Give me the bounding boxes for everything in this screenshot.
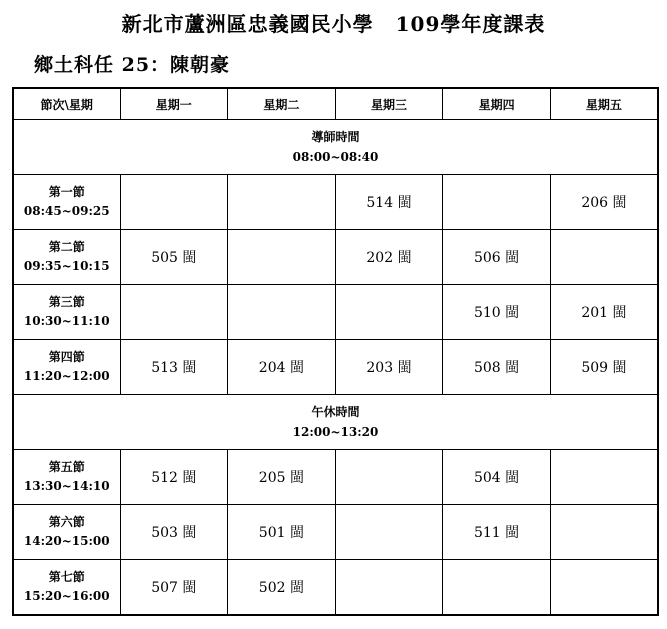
class-cell bbox=[550, 230, 658, 285]
period-time: 10:30~11:10 bbox=[23, 314, 110, 328]
class-cell bbox=[335, 505, 443, 560]
class-cell: 503 閩 bbox=[120, 505, 228, 560]
class-cell bbox=[550, 505, 658, 560]
period-label bbox=[13, 175, 120, 230]
class-cell: 511 閩 bbox=[443, 505, 551, 560]
class-cell: 506 閩 bbox=[443, 230, 551, 285]
break-time: 12:00~13:20 bbox=[292, 425, 379, 439]
class-cell: 203 閩 bbox=[335, 340, 443, 395]
class-cell: 510 閩 bbox=[443, 285, 551, 340]
class-cell: 501 閩 bbox=[228, 505, 336, 560]
class-cell: 206 閩 bbox=[550, 175, 658, 230]
period-name: 第二節 bbox=[48, 240, 85, 254]
period-label bbox=[13, 285, 120, 340]
class-cell: 505 閩 bbox=[120, 230, 228, 285]
period-time: 08:45~09:25 bbox=[23, 204, 110, 218]
period-name: 第四節 bbox=[48, 350, 85, 364]
table-row bbox=[13, 340, 658, 395]
table-row bbox=[13, 285, 658, 340]
period-name: 第七節 bbox=[48, 570, 85, 584]
class-cell bbox=[120, 175, 228, 230]
class-cell: 204 閩 bbox=[228, 340, 336, 395]
period-time: 13:30~14:10 bbox=[23, 479, 110, 493]
period-time: 11:20~12:00 bbox=[23, 369, 110, 383]
class-cell bbox=[550, 450, 658, 505]
break-row-lunch bbox=[13, 395, 658, 450]
period-name: 第六節 bbox=[48, 515, 85, 529]
period-label bbox=[13, 230, 120, 285]
schedule-table bbox=[12, 87, 659, 616]
class-cell bbox=[228, 285, 336, 340]
break-cell bbox=[13, 395, 658, 450]
column-header-thursday: 星期四 bbox=[443, 88, 551, 120]
column-header-wednesday: 星期三 bbox=[335, 88, 443, 120]
class-cell: 512 閩 bbox=[120, 450, 228, 505]
class-cell bbox=[335, 560, 443, 616]
class-cell: 202 閩 bbox=[335, 230, 443, 285]
period-time: 09:35~10:15 bbox=[23, 259, 110, 273]
class-cell bbox=[443, 560, 551, 616]
period-label bbox=[13, 560, 120, 616]
break-time: 08:00~08:40 bbox=[292, 150, 379, 164]
break-cell bbox=[13, 120, 658, 175]
class-cell: 514 閩 bbox=[335, 175, 443, 230]
table-row bbox=[13, 175, 658, 230]
class-cell bbox=[120, 285, 228, 340]
class-cell: 513 閩 bbox=[120, 340, 228, 395]
period-time: 15:20~16:00 bbox=[23, 589, 110, 603]
class-cell bbox=[443, 175, 551, 230]
break-name: 導師時間 bbox=[311, 130, 360, 144]
class-cell: 201 閩 bbox=[550, 285, 658, 340]
page-title bbox=[0, 8, 667, 37]
period-label bbox=[13, 450, 120, 505]
school-year: 109學年度課表 bbox=[395, 12, 546, 36]
column-header-friday: 星期五 bbox=[550, 88, 658, 120]
period-label bbox=[13, 340, 120, 395]
column-header-period: 節次\星期 bbox=[13, 88, 120, 120]
class-cell bbox=[228, 175, 336, 230]
break-row-homeroom bbox=[13, 120, 658, 175]
class-cell: 507 閩 bbox=[120, 560, 228, 616]
class-cell bbox=[335, 285, 443, 340]
class-cell bbox=[550, 560, 658, 616]
table-row bbox=[13, 505, 658, 560]
teacher-label: 鄉土科任 25：陳朝豪 bbox=[34, 54, 231, 76]
period-name: 第一節 bbox=[48, 185, 85, 199]
break-name: 午休時間 bbox=[311, 405, 360, 419]
column-header-tuesday: 星期二 bbox=[228, 88, 336, 120]
table-row bbox=[13, 560, 658, 616]
period-time: 14:20~15:00 bbox=[23, 534, 110, 548]
period-name: 第三節 bbox=[48, 295, 85, 309]
table-row bbox=[13, 230, 658, 285]
class-cell bbox=[335, 450, 443, 505]
header-row bbox=[13, 88, 658, 120]
class-cell: 508 閩 bbox=[443, 340, 551, 395]
period-label bbox=[13, 505, 120, 560]
column-header-monday: 星期一 bbox=[120, 88, 228, 120]
class-cell: 504 閩 bbox=[443, 450, 551, 505]
period-name: 第五節 bbox=[48, 460, 85, 474]
class-cell bbox=[228, 230, 336, 285]
table-row bbox=[13, 450, 658, 505]
class-cell: 509 閩 bbox=[550, 340, 658, 395]
class-cell: 205 閩 bbox=[228, 450, 336, 505]
school-name: 新北市蘆洲區忠義國民小學 bbox=[121, 12, 374, 36]
class-cell: 502 閩 bbox=[228, 560, 336, 616]
